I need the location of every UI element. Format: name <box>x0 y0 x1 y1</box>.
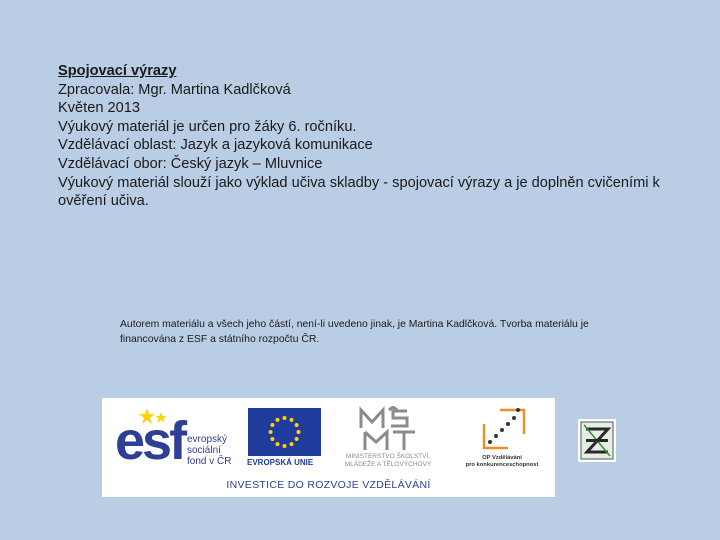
copyright-note: Autorem materiálu a všech jeho částí, není-li uvedeno jinak, je Martina Kadlčková. Tvorba materiálu je financována z ESF a státního rozpočtu ČR. <box>120 319 589 345</box>
eu-caption: EVROPSKÁ UNIE <box>247 458 314 467</box>
education-area-line: Vzdělávací oblast: Jazyk a jazyková komunikace <box>58 137 373 154</box>
esf-logo-word: esf <box>115 411 185 471</box>
document-title: Spojovací výrazy <box>58 63 177 79</box>
msmt-caption-line: MLÁDEŽE A TĚLOVÝCHOVY <box>344 461 432 468</box>
target-group-line: Výukový materiál je určen pro žáky 6. ročníku. <box>58 118 357 135</box>
op-vk-logo-icon <box>480 406 528 452</box>
esf-text-line: fond v ČR <box>187 456 232 467</box>
school-logo-icon <box>578 419 616 462</box>
document-info <box>58 62 698 211</box>
eu-flag-icon <box>248 408 321 456</box>
description-paragraph: Výukový materiál slouží jako výklad učiva skladby - spojovací výrazy a je doplněn cvičeními k ověření učiva. <box>58 174 660 210</box>
op-caption-line: pro konkurenceschopnost <box>465 461 539 468</box>
msmt-caption <box>330 453 446 469</box>
op-caption-line: OP Vzdělávání <box>482 455 522 461</box>
eu-stars-circle <box>248 408 321 456</box>
esf-logo-text <box>187 434 231 467</box>
op-caption <box>460 455 544 468</box>
msmt-caption-line: MINISTERSTVO ŠKOLSTVÍ, <box>345 453 431 460</box>
msmt-logo-icon <box>357 406 419 452</box>
funding-logo-banner <box>102 398 555 497</box>
esf-text-line: evropský <box>187 434 228 445</box>
date-line: Květen 2013 <box>58 100 140 117</box>
author-line: Zpracovala: Mgr. Martina Kadlčková <box>58 81 291 98</box>
subject-line: Vzdělávací obor: Český jazyk – Mluvnice <box>58 155 323 172</box>
school-logo-graphic <box>578 419 616 462</box>
investice-slogan: INVESTICE DO ROZVOJE VZDĚLÁVÁNÍ <box>226 479 431 491</box>
esf-text-line: sociální <box>187 445 221 456</box>
